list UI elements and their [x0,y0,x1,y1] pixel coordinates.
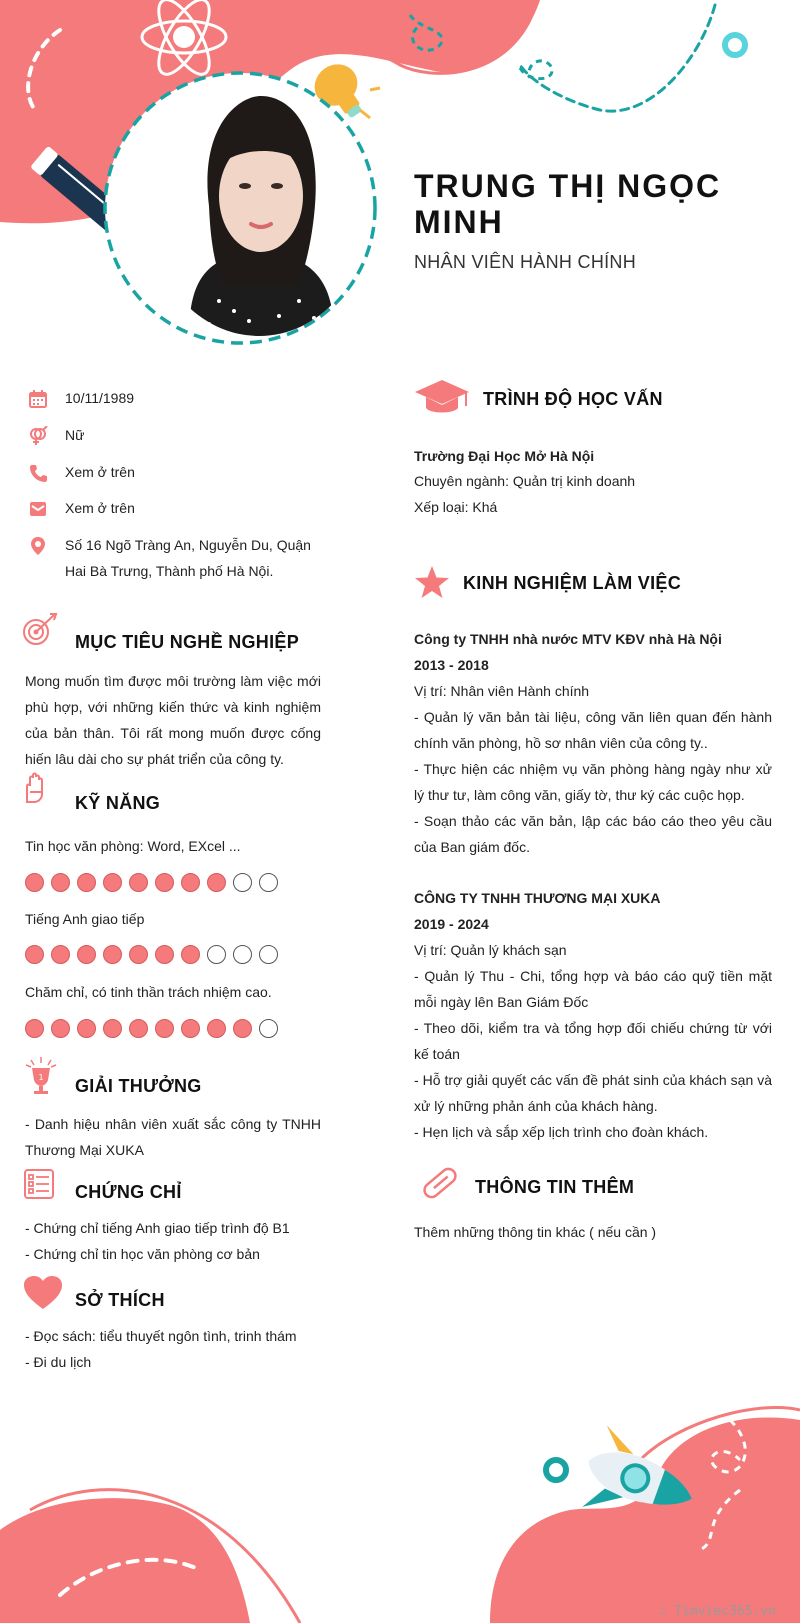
trophy-icon [23,1056,59,1096]
education-grade: Xếp loại: Khá [414,499,498,515]
rating-dot-filled [129,873,148,892]
extra-title: THÔNG TIN THÊM [475,1177,635,1197]
dob-value: 10/11/1989 [65,390,135,406]
candidate-name: TRUNG THỊ NGỌC MINH [414,168,722,240]
hobby-item: - Đi du lịch [25,1354,92,1370]
rating-dot-filled [103,945,122,964]
job-duty: - Hỗ trợ giải quyết các vấn đề phát sinh của khách sạn và xử lý những phản ánh của khách hàng. [414,1072,772,1114]
rating-dot-empty [233,945,252,964]
rating-dot-filled [181,945,200,964]
rating-dot-filled [103,873,122,892]
experience-title: KINH NGHIỆM LÀM VIỆC [463,573,682,593]
rating-dot-empty [259,1019,278,1038]
education-school: Trường Đại Học Mở Hà Nội [414,448,595,464]
extra-text: Thêm những thông tin khác ( nếu cần ) [414,1224,657,1240]
rating-dot-filled [129,945,148,964]
job-duty: - Soạn thảo các văn bản, lập các báo cáo theo yêu cầu của Ban giám đốc. [414,813,772,855]
job-position: Vị trí: Nhân viên Hành chính [414,683,590,699]
rating-dot-filled [51,873,70,892]
skill-label: Chăm chỉ, có tinh thần trách nhiệm cao. [25,984,272,1000]
rating-dot-filled [207,1019,226,1038]
phone-value: Xem ở trên [65,464,135,480]
rating-dot-empty [259,945,278,964]
education-major: Chuyên ngành: Quản trị kinh doanh [414,473,636,489]
watermark: ∴ Timviec365.vn [658,1604,776,1619]
address-value: Số 16 Ngõ Tràng An, Nguyễn Du, Quận Hai Bà Trưng, Thành phố Hà Nội. [65,537,311,579]
rating-dot-filled [25,1019,44,1038]
gender-icon [28,426,48,446]
certificate-item: - Chứng chỉ tiếng Anh giao tiếp trình độ B1 [25,1220,290,1236]
skill-rating [25,1019,285,1043]
skill-label: Tiếng Anh giao tiếp [25,911,145,927]
rating-dot-empty [233,873,252,892]
job-duty: - Hẹn lịch và sắp xếp lịch trình cho đoàn khách. [414,1124,709,1140]
rating-dot-empty [207,945,226,964]
rating-dot-filled [77,945,96,964]
paperclip-icon [418,1163,462,1203]
awards-text: - Danh hiệu nhân viên xuất sắc công ty TNHH Thương Mại XUKA [25,1116,321,1158]
email-value: Xem ở trên [65,500,135,516]
skill-label: Tin học văn phòng: Word, EXcel ... [25,838,241,854]
experience-job [414,626,772,860]
rating-dot-filled [155,945,174,964]
experience-job [414,885,772,1145]
rating-dot-filled [77,873,96,892]
job-period: 2013 - 2018 [414,657,489,673]
rating-dot-filled [155,1019,174,1038]
rating-dot-filled [181,1019,200,1038]
job-duty: - Quản lý văn bản tài liệu, công văn liên quan đến hành chính văn phòng, hồ sơ nhân viên của công ty.. [414,709,772,751]
calendar-icon [28,389,48,409]
skill-rating [25,873,285,897]
job-period: 2019 - 2024 [414,916,489,932]
certificate-item: - Chứng chỉ tin học văn phòng cơ bản [25,1246,260,1262]
rating-dot-filled [77,1019,96,1038]
awards-title: GIẢI THƯỞNG [75,1076,202,1096]
heart-icon [23,1275,63,1311]
job-duty: - Theo dõi, kiểm tra và tổng hợp đối chiếu chứng từ với kế toán [414,1020,772,1062]
education-title: TRÌNH ĐỘ HỌC VẤN [483,389,663,409]
objective-title: MỤC TIÊU NGHỀ NGHIỆP [75,632,300,652]
star-icon [414,565,450,599]
job-company: Công ty TNHH nhà nước MTV KĐV nhà Hà Nội [414,631,722,647]
rating-dot-filled [207,873,226,892]
footer-decoration [0,1390,800,1623]
rating-dot-filled [129,1019,148,1038]
rating-dot-filled [181,873,200,892]
hobbies-title: SỞ THÍCH [75,1290,165,1310]
rating-dot-empty [259,873,278,892]
job-duty: - Thực hiện các nhiệm vụ văn phòng hàng ngày như xử lý thư tư, làm công văn, giấy tờ, thư ký các cuộc họp. [414,761,772,803]
rating-dot-filled [233,1019,252,1038]
checklist-icon [23,1168,55,1200]
job-title: NHÂN VIÊN HÀNH CHÍNH [414,252,637,272]
hand-icon [23,772,49,804]
certificates-title: CHỨNG CHỈ [75,1182,182,1202]
job-position: Vị trí: Quản lý khách sạn [414,942,567,958]
rating-dot-filled [155,873,174,892]
svg-text:1: 1 [38,1073,44,1082]
email-icon [28,499,48,519]
graduation-cap-icon [414,378,470,418]
job-duty: - Quản lý Thu - Chi, tổng hợp và báo cáo quỹ tiền mặt mỗi ngày lên Ban Giám Đốc [414,968,772,1010]
job-company: CÔNG TY TNHH THƯƠNG MẠI XUKA [414,890,661,906]
location-pin-icon [28,536,48,556]
rating-dot-filled [25,945,44,964]
avatar [149,86,369,336]
phone-icon [28,463,48,483]
target-icon [22,612,58,648]
gender-value: Nữ [65,427,85,443]
rating-dot-filled [25,873,44,892]
rating-dot-filled [51,1019,70,1038]
rating-dot-filled [103,1019,122,1038]
rating-dot-filled [51,945,70,964]
skill-rating [25,945,285,969]
hobby-item: - Đọc sách: tiểu thuyết ngôn tình, trinh thám [25,1328,297,1344]
skills-title: KỸ NĂNG [75,793,161,813]
objective-text: Mong muốn tìm được môi trường làm việc mới phù hợp, với những kiến thức và kinh nghiệm của bản thân. Tôi rất mong muốn được cống hiến lâu dài cho sự phát triển của công ty. [25,673,321,767]
